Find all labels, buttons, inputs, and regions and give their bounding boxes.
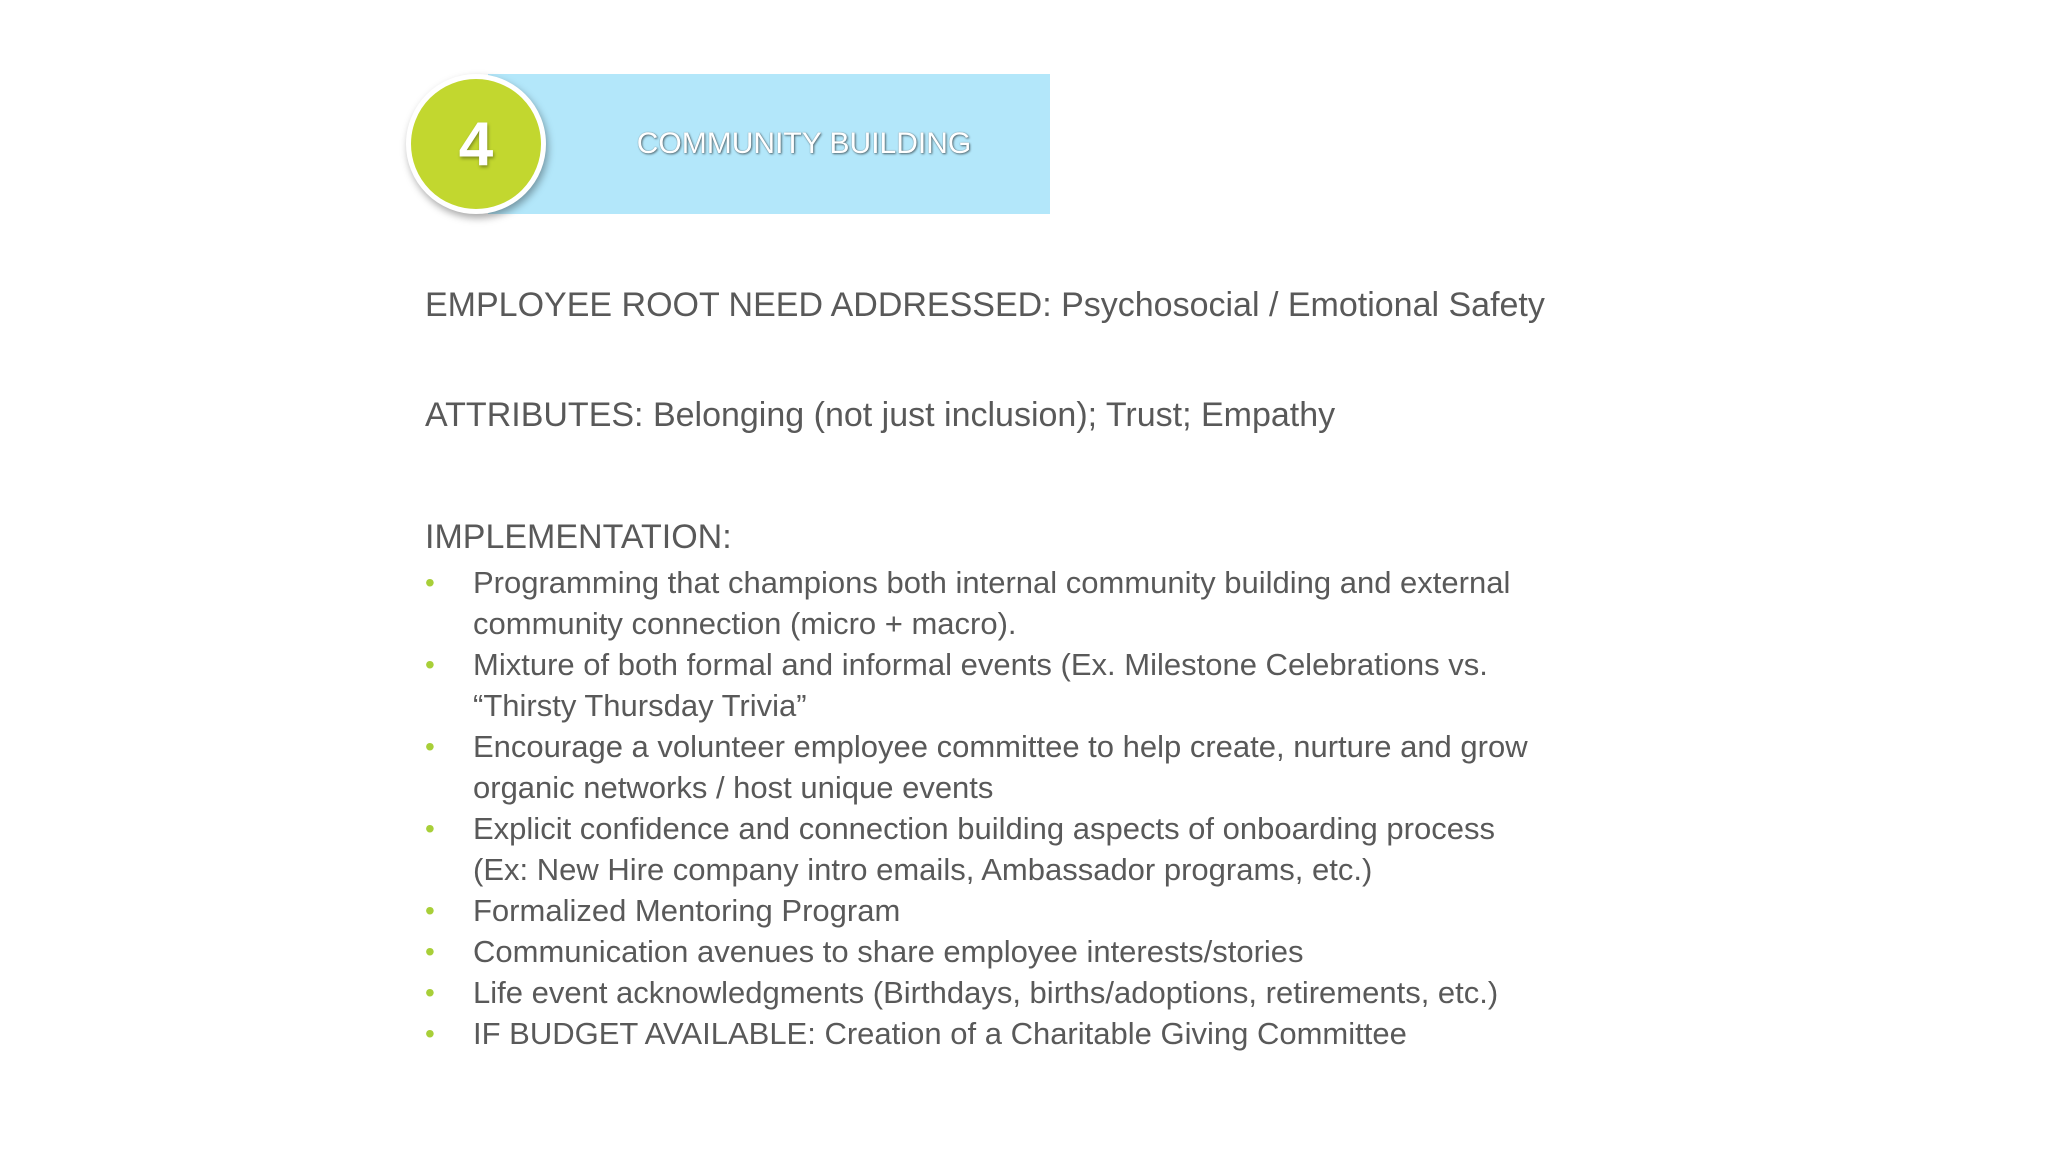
list-item: [425, 972, 1625, 1013]
list-item-text-continued: community connection (micro + macro).: [473, 606, 1017, 641]
list-item-text: Encourage a volunteer employee committee to help create, nurture and grow: [473, 729, 1528, 764]
list-item-text-continued: (Ex: New Hire company intro emails, Ambassador programs, etc.): [473, 852, 1373, 887]
list-item-text: Mixture of both formal and informal events (Ex. Milestone Celebrations vs.: [473, 647, 1488, 682]
list-item-text-continued: “Thirsty Thursday Trivia”: [473, 688, 807, 723]
list-item: [425, 931, 1625, 972]
implementation-heading: IMPLEMENTATION:: [425, 518, 732, 556]
bullet-icon: •: [425, 936, 435, 967]
list-item: [425, 1013, 1625, 1054]
list-item-text: Life event acknowledgments (Birthdays, births/adoptions, retirements, etc.): [473, 975, 1499, 1010]
list-item: [425, 644, 1625, 726]
attributes-text: ATTRIBUTES: Belonging (not just inclusion); Trust; Empathy: [425, 396, 1336, 434]
list-item: [425, 726, 1625, 808]
bullet-icon: •: [425, 567, 435, 598]
list-item: [425, 890, 1625, 931]
list-item-text: IF BUDGET AVAILABLE: Creation of a Charitable Giving Committee: [473, 1016, 1407, 1051]
list-item-text: Programming that champions both internal community building and external: [473, 565, 1511, 600]
bullet-icon: •: [425, 731, 435, 762]
section-number-badge: 4: [406, 74, 546, 214]
list-item: [425, 562, 1625, 644]
bullet-icon: •: [425, 977, 435, 1008]
root-need-text: EMPLOYEE ROOT NEED ADDRESSED: Psychosocial / Emotional Safety: [425, 286, 1545, 324]
list-item-text: Explicit confidence and connection building aspects of onboarding process: [473, 811, 1495, 846]
list-item-text: Communication avenues to share employee interests/stories: [473, 934, 1304, 969]
section-title: COMMUNITY BUILDING: [636, 127, 972, 160]
header-banner: [488, 74, 1050, 214]
list-item: [425, 808, 1625, 890]
bullet-icon: •: [425, 1018, 435, 1049]
bullet-icon: •: [425, 813, 435, 844]
bullet-icon: •: [425, 895, 435, 926]
bullet-icon: •: [425, 649, 435, 680]
implementation-list: [425, 562, 1625, 1054]
list-item-text: Formalized Mentoring Program: [473, 893, 901, 928]
list-item-text-continued: organic networks / host unique events: [473, 770, 994, 805]
